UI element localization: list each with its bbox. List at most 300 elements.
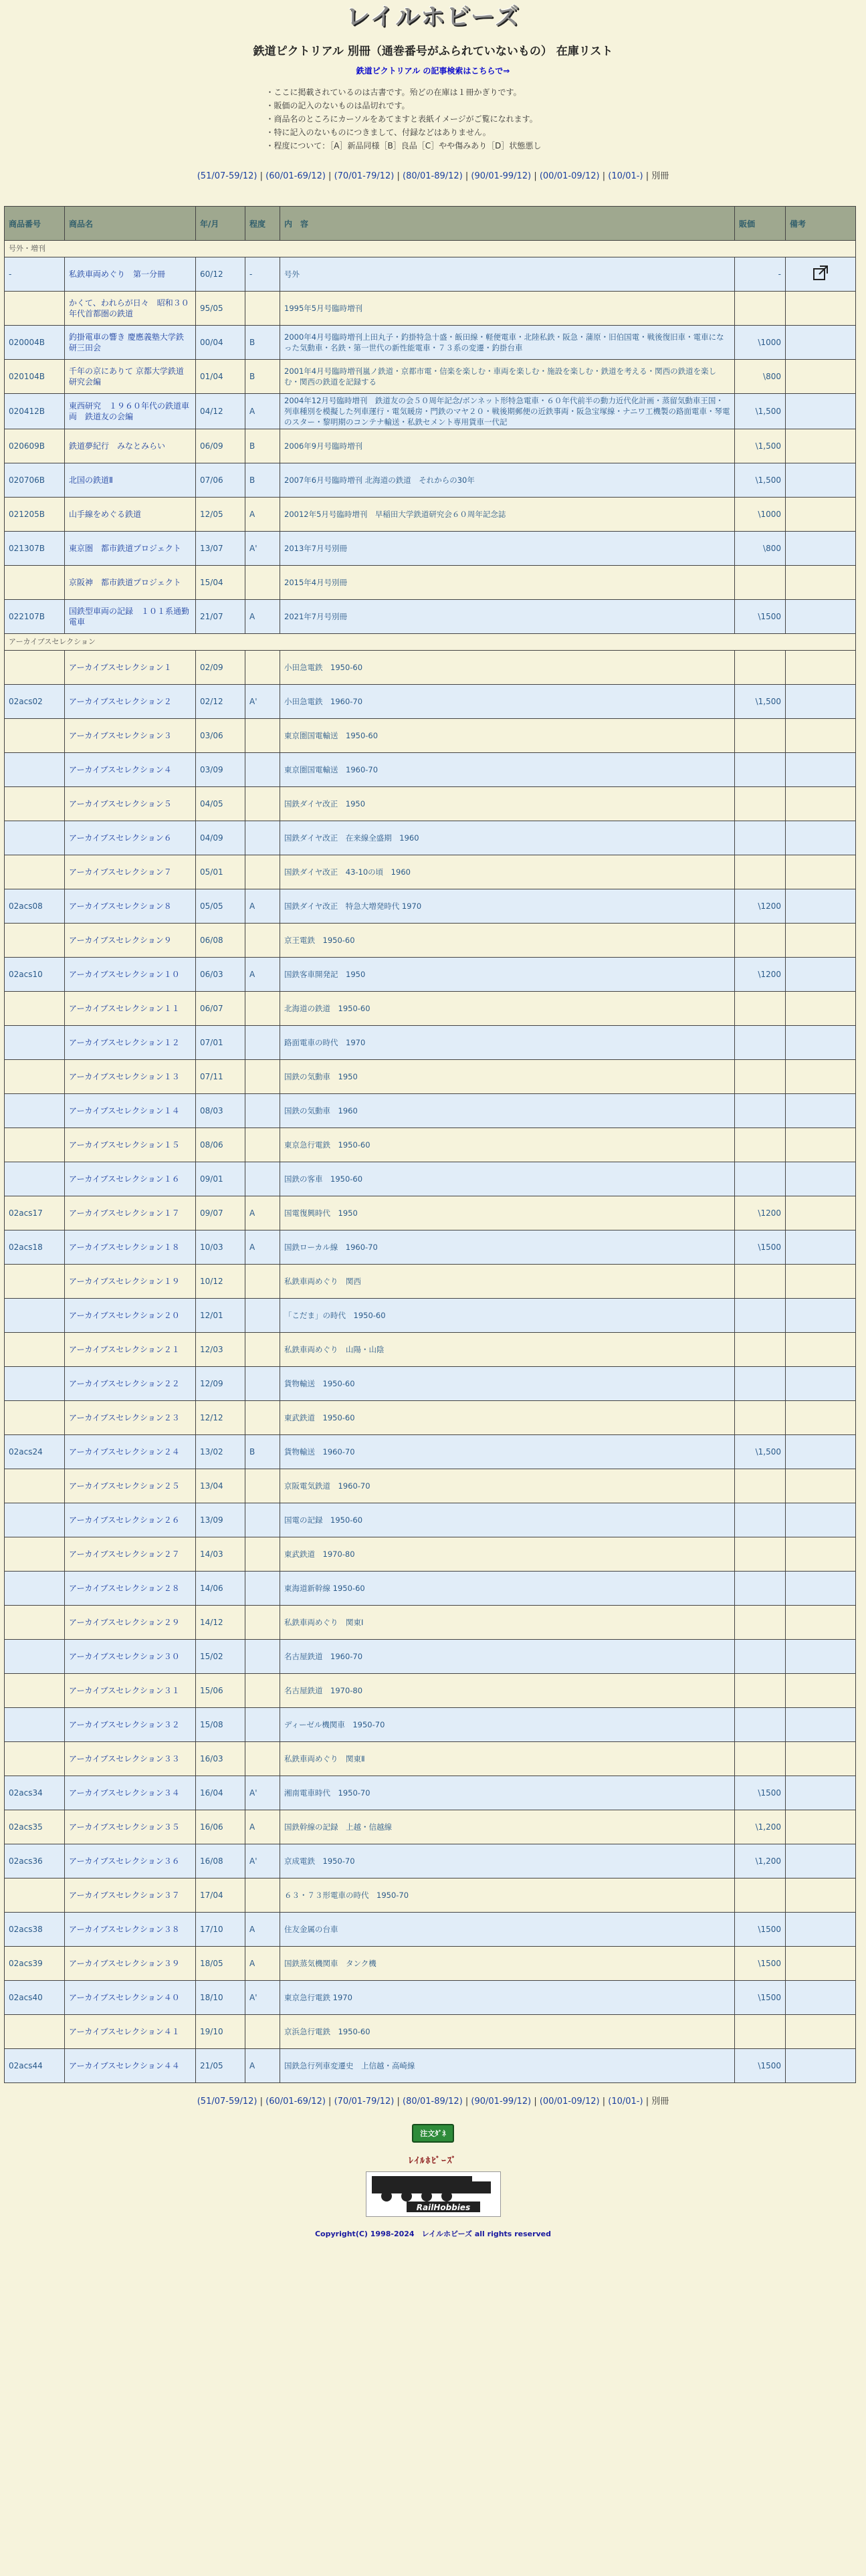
condition bbox=[245, 1162, 280, 1196]
remarks bbox=[786, 1230, 856, 1265]
product-name[interactable]: 私鉄車両めぐり 第一分冊 bbox=[65, 257, 196, 292]
price: \1000 bbox=[735, 326, 786, 360]
remarks bbox=[786, 394, 856, 429]
product-code bbox=[5, 1401, 65, 1435]
remarks bbox=[786, 651, 856, 685]
table-row bbox=[5, 1265, 856, 1299]
product-name[interactable]: アーカイブスセレクション４０ bbox=[65, 1981, 196, 2015]
product-code bbox=[5, 1265, 65, 1299]
product-name[interactable]: アーカイブスセレクション１６ bbox=[65, 1162, 196, 1196]
product-code bbox=[5, 1162, 65, 1196]
condition: A bbox=[245, 600, 280, 634]
year-month: 01/04 bbox=[196, 360, 245, 394]
condition: - bbox=[245, 257, 280, 292]
condition bbox=[245, 855, 280, 889]
remarks bbox=[786, 1742, 856, 1776]
article-search-link[interactable]: 鉄道ピクトリアル の記事検索はこちらで⇒ bbox=[356, 66, 510, 76]
col-header-name: 商品名 bbox=[65, 207, 196, 241]
contents: ６３・７３形電車の時代 1950-70 bbox=[280, 1879, 735, 1913]
table-row bbox=[5, 958, 856, 992]
contents: 貨物輸送 1960-70 bbox=[280, 1435, 735, 1469]
year-month: 16/03 bbox=[196, 1742, 245, 1776]
year-month: 06/08 bbox=[196, 924, 245, 958]
condition: B bbox=[245, 360, 280, 394]
condition: B bbox=[245, 1435, 280, 1469]
price: \1500 bbox=[735, 1776, 786, 1810]
nav-separator: | bbox=[394, 2097, 403, 2107]
condition bbox=[245, 1503, 280, 1537]
contents: 2013年7月号別冊 bbox=[280, 532, 735, 566]
table-row bbox=[5, 1913, 856, 1947]
table-row bbox=[5, 394, 856, 429]
remarks bbox=[786, 1572, 856, 1606]
remarks bbox=[786, 429, 856, 463]
product-code bbox=[5, 1094, 65, 1128]
product-name[interactable]: アーカイブスセレクション１３ bbox=[65, 1060, 196, 1094]
remarks bbox=[786, 1844, 856, 1879]
table-row bbox=[5, 2049, 856, 2083]
product-code: 020004B bbox=[5, 326, 65, 360]
price bbox=[735, 651, 786, 685]
product-name[interactable]: アーカイブスセレクション３３ bbox=[65, 1742, 196, 1776]
train-logo-icon bbox=[366, 2172, 500, 2216]
price bbox=[735, 992, 786, 1026]
condition bbox=[245, 1708, 280, 1742]
product-name[interactable]: アーカイブスセレクション１ bbox=[65, 651, 196, 685]
product-name[interactable]: アーカイブスセレクション４４ bbox=[65, 2049, 196, 2083]
remarks bbox=[786, 1435, 856, 1469]
order-button[interactable]: 注文ﾀﾞﾈ bbox=[412, 2124, 454, 2143]
contents: 国鉄ダイヤ改正 43-10の頃 1960 bbox=[280, 855, 735, 889]
product-name[interactable]: 山手線をめぐる鉄道 bbox=[65, 498, 196, 532]
condition bbox=[245, 1367, 280, 1401]
product-code: 02acs17 bbox=[5, 1196, 65, 1230]
condition bbox=[245, 292, 280, 326]
price bbox=[735, 1265, 786, 1299]
remarks bbox=[786, 924, 856, 958]
table-row bbox=[5, 1674, 856, 1708]
condition bbox=[245, 1128, 280, 1162]
contents: 1995年5月号臨時増刊 bbox=[280, 292, 735, 326]
remarks bbox=[786, 498, 856, 532]
product-name[interactable]: 東西研究 １９６０年代の鉄道車両 鉄道友の会編 bbox=[65, 394, 196, 429]
contents: 国電の記録 1950-60 bbox=[280, 1503, 735, 1537]
product-name[interactable]: アーカイブスセレクション３９ bbox=[65, 1947, 196, 1981]
condition bbox=[245, 1026, 280, 1060]
price bbox=[735, 1128, 786, 1162]
year-month: 18/10 bbox=[196, 1981, 245, 2015]
remarks bbox=[786, 326, 856, 360]
remarks bbox=[786, 1367, 856, 1401]
condition bbox=[245, 1333, 280, 1367]
condition bbox=[245, 924, 280, 958]
year-month: 15/02 bbox=[196, 1640, 245, 1674]
price: \1500 bbox=[735, 1947, 786, 1981]
table-row bbox=[5, 326, 856, 360]
product-code bbox=[5, 1674, 65, 1708]
product-code bbox=[5, 1128, 65, 1162]
table-row bbox=[5, 2015, 856, 2049]
product-code bbox=[5, 1537, 65, 1572]
condition: B bbox=[245, 429, 280, 463]
period-link[interactable]: (51/07-59/12) bbox=[197, 2097, 257, 2107]
condition: A bbox=[245, 498, 280, 532]
product-name[interactable]: アーカイブスセレクション２３ bbox=[65, 1401, 196, 1435]
year-month: 13/07 bbox=[196, 532, 245, 566]
price bbox=[735, 787, 786, 821]
product-name[interactable]: アーカイブスセレクション３７ bbox=[65, 1879, 196, 1913]
note-item: ・ここに掲載されているのは古書です。殆どの在庫は１冊かぎりです。 bbox=[265, 88, 522, 97]
product-name[interactable]: アーカイブスセレクション７ bbox=[65, 855, 196, 889]
remarks bbox=[786, 992, 856, 1026]
condition: A' bbox=[245, 1776, 280, 1810]
product-name[interactable]: アーカイブスセレクション３０ bbox=[65, 1640, 196, 1674]
mini-logo[interactable]: ﾚｲﾙﾎﾋﾞｰｽﾞ bbox=[409, 2156, 457, 2166]
product-code: 02acs36 bbox=[5, 1844, 65, 1879]
period-link[interactable]: (10/01-) bbox=[608, 2097, 643, 2107]
table-row bbox=[5, 651, 856, 685]
product-name[interactable]: アーカイブスセレクション８ bbox=[65, 889, 196, 924]
product-name[interactable]: 京阪神 都市鉄道プロジェクト bbox=[65, 566, 196, 600]
condition: A' bbox=[245, 685, 280, 719]
product-name[interactable]: 北国の鉄道Ⅱ bbox=[65, 463, 196, 498]
remarks bbox=[786, 1640, 856, 1674]
year-month: 21/07 bbox=[196, 600, 245, 634]
price bbox=[735, 1640, 786, 1674]
remarks bbox=[786, 1503, 856, 1537]
product-name[interactable]: 国鉄型車両の記録 １０１系通勤電車 bbox=[65, 600, 196, 634]
product-name[interactable]: アーカイブスセレクション２９ bbox=[65, 1606, 196, 1640]
contents: 20012年5月号臨時増刊 早稲田大学鉄道研究会６０周年記念誌 bbox=[280, 498, 735, 532]
product-code: 02acs24 bbox=[5, 1435, 65, 1469]
product-code: 02acs10 bbox=[5, 958, 65, 992]
condition bbox=[245, 1094, 280, 1128]
svg-text:RailHobbies: RailHobbies bbox=[416, 2203, 470, 2212]
remarks bbox=[786, 1913, 856, 1947]
condition: A bbox=[245, 1913, 280, 1947]
product-name[interactable]: アーカイブスセレクション１５ bbox=[65, 1128, 196, 1162]
table-row bbox=[5, 1469, 856, 1503]
year-month: 17/04 bbox=[196, 1879, 245, 1913]
price bbox=[735, 2015, 786, 2049]
col-header-year-month: 年/月 bbox=[196, 207, 245, 241]
year-month: 15/06 bbox=[196, 1674, 245, 1708]
contents: 2001年4月号臨時増刊嵐ノ鉄道・京都市電・信楽を楽しむ・車両を楽しむ・施設を楽しむ・鉄道を考える・関西の鉄道を楽しむ・関西の鉄道を記録する bbox=[280, 360, 735, 394]
year-month: 00/04 bbox=[196, 326, 245, 360]
price bbox=[735, 1742, 786, 1776]
price bbox=[735, 719, 786, 753]
product-name[interactable]: アーカイブスセレクション２２ bbox=[65, 1367, 196, 1401]
year-month: 04/05 bbox=[196, 787, 245, 821]
year-month: 08/03 bbox=[196, 1094, 245, 1128]
year-month: 07/01 bbox=[196, 1026, 245, 1060]
product-code bbox=[5, 1708, 65, 1742]
contents: 京阪電気鉄道 1960-70 bbox=[280, 1469, 735, 1503]
product-name[interactable]: かくて、われらが日々 昭和３０年代首都圏の鉄道 bbox=[65, 292, 196, 326]
price bbox=[735, 1060, 786, 1094]
product-name[interactable]: アーカイブスセレクション６ bbox=[65, 821, 196, 855]
contents: 国鉄の気動車 1960 bbox=[280, 1094, 735, 1128]
product-code bbox=[5, 1572, 65, 1606]
contents: 国鉄ダイヤ改正 在来線全盛期 1960 bbox=[280, 821, 735, 855]
product-name[interactable]: アーカイブスセレクション３８ bbox=[65, 1913, 196, 1947]
condition bbox=[245, 753, 280, 787]
product-name[interactable]: 釣掛電車の響き 慶應義塾大学鉄研三田会 bbox=[65, 326, 196, 360]
price bbox=[735, 1026, 786, 1060]
condition: A bbox=[245, 889, 280, 924]
condition bbox=[245, 1674, 280, 1708]
table-row bbox=[5, 463, 856, 498]
product-name[interactable]: アーカイブスセレクション２６ bbox=[65, 1503, 196, 1537]
table-row bbox=[5, 1572, 856, 1606]
product-name[interactable]: アーカイブスセレクション９ bbox=[65, 924, 196, 958]
product-code bbox=[5, 292, 65, 326]
contents: 東京圏国電輸送 1960-70 bbox=[280, 753, 735, 787]
site-logo[interactable]: レイルホビーズ bbox=[346, 3, 520, 31]
table-row bbox=[5, 257, 856, 292]
remarks bbox=[786, 1776, 856, 1810]
page-title: 鉄道ピクトリアル 別冊（通巻番号がふられていないもの） 在庫リスト bbox=[253, 45, 613, 58]
table-row bbox=[5, 1810, 856, 1844]
remarks bbox=[786, 1708, 856, 1742]
product-name[interactable]: アーカイブスセレクション２８ bbox=[65, 1572, 196, 1606]
contents: 国電復興時代 1950 bbox=[280, 1196, 735, 1230]
remarks bbox=[786, 1128, 856, 1162]
contents: 北海道の鉄道 1950-60 bbox=[280, 992, 735, 1026]
table-row bbox=[5, 498, 856, 532]
condition bbox=[245, 1401, 280, 1435]
product-name[interactable]: アーカイブスセレクション３２ bbox=[65, 1708, 196, 1742]
remarks bbox=[786, 1879, 856, 1913]
year-month: 16/04 bbox=[196, 1776, 245, 1810]
condition bbox=[245, 1572, 280, 1606]
price: \1500 bbox=[735, 1230, 786, 1265]
contents: 私鉄車両めぐり 関東Ⅰ bbox=[280, 1606, 735, 1640]
product-name[interactable]: アーカイブスセレクション５ bbox=[65, 787, 196, 821]
product-name[interactable]: アーカイブスセレクション１２ bbox=[65, 1026, 196, 1060]
condition: A bbox=[245, 394, 280, 429]
period-current: 別冊 bbox=[651, 171, 669, 181]
contents: 国鉄客車開発記 1950 bbox=[280, 958, 735, 992]
nav-separator: | bbox=[599, 171, 609, 181]
remarks bbox=[786, 1537, 856, 1572]
product-code: 02acs44 bbox=[5, 2049, 65, 2083]
year-month: 17/10 bbox=[196, 1913, 245, 1947]
remarks bbox=[786, 1810, 856, 1844]
col-header-remarks: 備考 bbox=[786, 207, 856, 241]
price bbox=[735, 1606, 786, 1640]
product-name[interactable]: アーカイブスセレクション２５ bbox=[65, 1469, 196, 1503]
product-name[interactable]: 千年の京にありて 京都大学鉄道研究会編 bbox=[65, 360, 196, 394]
product-name[interactable]: 鉄道夢紀行 みなとみらい bbox=[65, 429, 196, 463]
product-name[interactable]: アーカイブスセレクション２ bbox=[65, 685, 196, 719]
year-month: 18/05 bbox=[196, 1947, 245, 1981]
condition bbox=[245, 1265, 280, 1299]
period-link[interactable]: (60/01-69/12) bbox=[265, 2097, 326, 2107]
product-name[interactable]: アーカイブスセレクション２７ bbox=[65, 1537, 196, 1572]
contents: 貨物輸送 1950-60 bbox=[280, 1367, 735, 1401]
year-month: 13/09 bbox=[196, 1503, 245, 1537]
period-link[interactable]: (60/01-69/12) bbox=[265, 171, 326, 181]
table-row bbox=[5, 360, 856, 394]
period-link[interactable]: (51/07-59/12) bbox=[197, 171, 257, 181]
product-code: 02acs34 bbox=[5, 1776, 65, 1810]
condition bbox=[245, 1606, 280, 1640]
railhobbies-logo[interactable] bbox=[366, 2171, 501, 2217]
period-link[interactable]: (00/01-09/12) bbox=[539, 171, 600, 181]
table-row bbox=[5, 924, 856, 958]
table-row bbox=[5, 1435, 856, 1469]
price bbox=[735, 1469, 786, 1503]
nav-separator: | bbox=[643, 171, 652, 181]
period-link[interactable]: (70/01-79/12) bbox=[334, 2097, 395, 2107]
product-name[interactable]: アーカイブスセレクション１１ bbox=[65, 992, 196, 1026]
product-name[interactable]: アーカイブスセレクション２１ bbox=[65, 1333, 196, 1367]
period-link[interactable]: (10/01-) bbox=[608, 171, 643, 181]
price: \1200 bbox=[735, 958, 786, 992]
table-row bbox=[5, 532, 856, 566]
copyright: Copyright(C) 1998-2024 レイルホビーズ all rights reserved bbox=[314, 2230, 552, 2238]
condition bbox=[245, 1742, 280, 1776]
product-name[interactable]: アーカイブスセレクション１４ bbox=[65, 1094, 196, 1128]
period-link[interactable]: (00/01-09/12) bbox=[539, 2097, 600, 2107]
condition bbox=[245, 719, 280, 753]
year-month: 12/01 bbox=[196, 1299, 245, 1333]
price bbox=[735, 1162, 786, 1196]
contents: 国鉄急行列車変遷史 上信越・高崎線 bbox=[280, 2049, 735, 2083]
product-name[interactable]: アーカイブスセレクション３６ bbox=[65, 1844, 196, 1879]
price bbox=[735, 753, 786, 787]
year-month: 02/09 bbox=[196, 651, 245, 685]
year-month: 09/01 bbox=[196, 1162, 245, 1196]
remarks bbox=[786, 1606, 856, 1640]
contents: 国鉄ダイヤ改正 特急大増発時代 1970 bbox=[280, 889, 735, 924]
contents: 京成電鉄 1950-70 bbox=[280, 1844, 735, 1879]
remarks bbox=[786, 292, 856, 326]
contents: 国鉄ローカル線 1960-70 bbox=[280, 1230, 735, 1265]
year-month: 19/10 bbox=[196, 2015, 245, 2049]
product-code bbox=[5, 855, 65, 889]
product-name[interactable]: アーカイブスセレクション１０ bbox=[65, 958, 196, 992]
product-name[interactable]: アーカイブスセレクション３ bbox=[65, 719, 196, 753]
remarks bbox=[786, 532, 856, 566]
period-link[interactable]: (70/01-79/12) bbox=[334, 171, 395, 181]
table-row bbox=[5, 292, 856, 326]
product-name[interactable]: アーカイブスセレクション４１ bbox=[65, 2015, 196, 2049]
note-item: ・程度について：［A］新品同様［B］良品［C］やや傷みあり［D］状態悪し bbox=[265, 141, 542, 150]
year-month: 09/07 bbox=[196, 1196, 245, 1230]
product-name[interactable]: アーカイブスセレクション１９ bbox=[65, 1265, 196, 1299]
table-row bbox=[5, 1879, 856, 1913]
product-code bbox=[5, 1026, 65, 1060]
product-name[interactable]: アーカイブスセレクション３５ bbox=[65, 1810, 196, 1844]
table-row bbox=[5, 1742, 856, 1776]
price: \800 bbox=[735, 360, 786, 394]
table-row bbox=[5, 1708, 856, 1742]
price: \1500 bbox=[735, 1913, 786, 1947]
table-row bbox=[5, 1503, 856, 1537]
condition bbox=[245, 1299, 280, 1333]
condition bbox=[245, 1469, 280, 1503]
remarks bbox=[786, 958, 856, 992]
price bbox=[735, 855, 786, 889]
price bbox=[735, 1299, 786, 1333]
product-code: 02acs39 bbox=[5, 1947, 65, 1981]
price bbox=[735, 292, 786, 326]
nav-separator: | bbox=[599, 2097, 609, 2107]
condition: B bbox=[245, 326, 280, 360]
price: \1,500 bbox=[735, 429, 786, 463]
period-link[interactable]: (90/01-99/12) bbox=[471, 2097, 532, 2107]
remarks bbox=[786, 1265, 856, 1299]
nav-separator: | bbox=[325, 2097, 334, 2107]
remarks bbox=[786, 1947, 856, 1981]
product-code: 02acs35 bbox=[5, 1810, 65, 1844]
price: \1500 bbox=[735, 1981, 786, 2015]
product-name[interactable]: アーカイブスセレクション２４ bbox=[65, 1435, 196, 1469]
contents: 東海道新幹線 1950-60 bbox=[280, 1572, 735, 1606]
condition: A bbox=[245, 1947, 280, 1981]
price: \1,500 bbox=[735, 1435, 786, 1469]
note-item: ・販価の記入のないものは品切れです。 bbox=[265, 101, 410, 110]
remarks bbox=[786, 889, 856, 924]
contents: ディーゼル機関車 1950-70 bbox=[280, 1708, 735, 1742]
remarks bbox=[786, 566, 856, 600]
product-code bbox=[5, 1640, 65, 1674]
product-name[interactable]: アーカイブスセレクション４ bbox=[65, 753, 196, 787]
period-link[interactable]: (80/01-89/12) bbox=[403, 171, 463, 181]
product-name[interactable]: アーカイブスセレクション３４ bbox=[65, 1776, 196, 1810]
product-name[interactable]: アーカイブスセレクション３１ bbox=[65, 1674, 196, 1708]
remarks bbox=[786, 1401, 856, 1435]
remarks bbox=[786, 1333, 856, 1367]
price bbox=[735, 821, 786, 855]
price bbox=[735, 1572, 786, 1606]
contents: 2004年12月号臨時増刊 鉄道友の会５０周年記念/ボンネット形特急電車・６０年代前半の動力近代化計画・蒸留気動車王国・列車種別を模擬した列車運行・電気暖房・門鉄のマヤ２０・戦後期郵便の近鉄事両・阪急宝塚線・ナニワ工機製の路面電車・琴電のスター・黎明期のコンテナ輸送・私鉄セメント専用貨車一代記 bbox=[280, 394, 735, 429]
contents: 東京急行電鉄 1970 bbox=[280, 1981, 735, 2015]
contents: 2006年9月号臨時増刊 bbox=[280, 429, 735, 463]
product-code: 021205B bbox=[5, 498, 65, 532]
product-code: 02acs40 bbox=[5, 1981, 65, 2015]
condition bbox=[245, 566, 280, 600]
product-code bbox=[5, 992, 65, 1026]
table-row bbox=[5, 1128, 856, 1162]
year-month: 15/04 bbox=[196, 566, 245, 600]
year-month: 02/12 bbox=[196, 685, 245, 719]
period-link[interactable]: (90/01-99/12) bbox=[471, 171, 532, 181]
product-code bbox=[5, 1469, 65, 1503]
page-footer bbox=[0, 2094, 866, 2239]
remarks bbox=[786, 753, 856, 787]
col-header-contents: 内 容 bbox=[280, 207, 735, 241]
product-name[interactable]: 東京圏 都市鉄道プロジェクト bbox=[65, 532, 196, 566]
section-label: 号外・増刊 bbox=[5, 241, 856, 257]
product-name[interactable]: アーカイブスセレクション２０ bbox=[65, 1299, 196, 1333]
external-link-icon[interactable] bbox=[812, 264, 829, 284]
period-link[interactable]: (80/01-89/12) bbox=[403, 2097, 463, 2107]
product-name[interactable]: アーカイブスセレクション１７ bbox=[65, 1196, 196, 1230]
product-name[interactable]: アーカイブスセレクション１８ bbox=[65, 1230, 196, 1265]
section-row bbox=[5, 241, 856, 257]
product-code bbox=[5, 719, 65, 753]
contents: 東京圏国電輸送 1950-60 bbox=[280, 719, 735, 753]
table-row bbox=[5, 1537, 856, 1572]
col-header-code: 商品番号 bbox=[5, 207, 65, 241]
remarks bbox=[786, 1060, 856, 1094]
product-code bbox=[5, 1606, 65, 1640]
nav-separator: | bbox=[257, 2097, 266, 2107]
period-nav-bottom bbox=[0, 2094, 866, 2107]
